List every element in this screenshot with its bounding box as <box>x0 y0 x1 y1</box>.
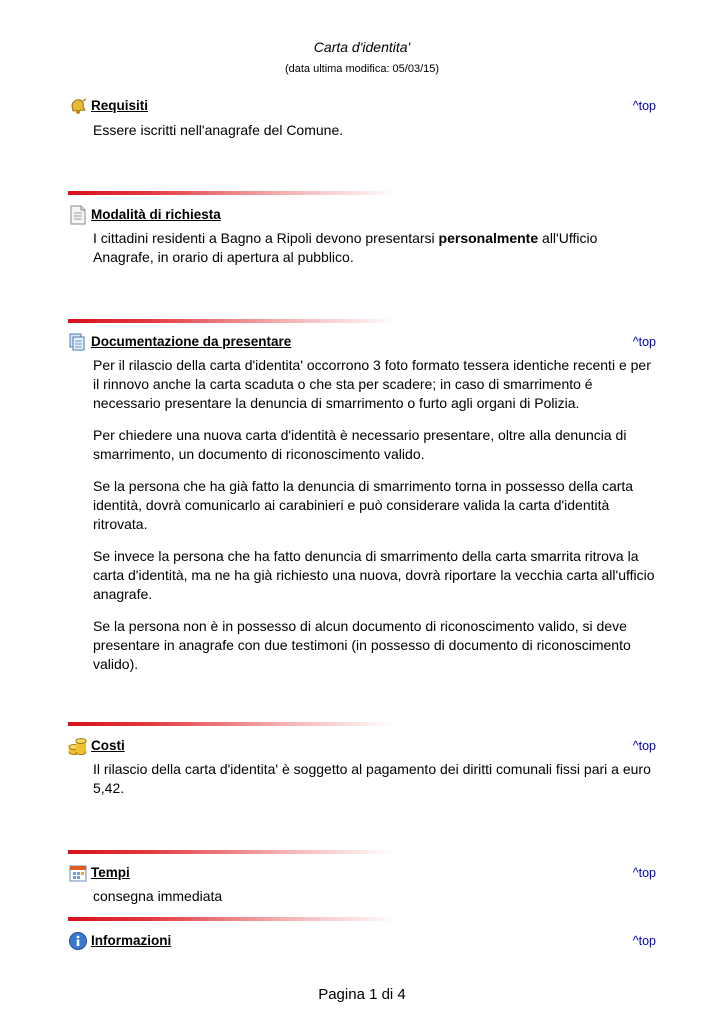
section-documentazione-header <box>68 332 658 354</box>
section-title: Modalità di richiesta <box>91 207 221 222</box>
section-modalita-body <box>93 229 658 280</box>
section-divider <box>68 850 398 854</box>
info-icon <box>68 931 88 951</box>
section-divider <box>68 319 398 323</box>
section-tempi-header <box>68 863 658 885</box>
section-title: Requisiti <box>91 98 149 113</box>
section-informazioni-header <box>68 931 658 953</box>
document-icon <box>68 205 88 225</box>
section-divider <box>68 917 398 921</box>
paragraph: consegna immediata <box>93 888 223 904</box>
calendar-icon <box>68 863 88 883</box>
section-documentazione-body <box>93 356 658 687</box>
text-span: all'Ufficio Anagrafe, in orario di apertura al pubblico. <box>93 230 598 265</box>
bell-icon <box>68 96 88 116</box>
paragraph: Se la persona non è in possesso di alcun documento di riconoscimento valido, si deve presentare in anagrafe con due testimoni (in possesso di documento di riconoscimento valido). <box>93 618 631 672</box>
section-costi-header <box>68 736 658 758</box>
last-modified-date: (data ultima modifica: 05/03/15) <box>284 63 440 75</box>
documents-icon <box>68 332 88 352</box>
coins-icon <box>68 736 88 756</box>
section-title: Documentazione da presentare <box>91 334 292 349</box>
paragraph: Per il rilascio della carta d'identita' occorrono 3 foto formato tessera identiche recenti e per il rinnovo anche la carta scaduta o che sta per scadere; in caso di smarrimento é necessario presentare la denuncia di smarrimento o furto agli organi di Polizia. <box>93 357 651 411</box>
top-link[interactable]: ^top <box>632 739 656 753</box>
bold-text: personalmente <box>438 230 539 246</box>
text-span: I cittadini residenti a Bagno a Ripoli devono presentarsi <box>93 230 439 246</box>
paragraph: Il rilascio della carta d'identita' è soggetto al pagamento dei diritti comunali fissi pari a euro 5,42. <box>93 761 651 796</box>
paragraph: Se la persona che ha già fatto la denuncia di smarrimento torna in possesso della carta identità, dovrà comunicarlo ai carabinieri e può considerare valida la carta d'identità ritrovata. <box>93 478 634 532</box>
top-link[interactable]: ^top <box>632 934 656 948</box>
section-title: Informazioni <box>91 933 172 948</box>
section-divider <box>68 191 398 195</box>
section-costi-body <box>93 760 658 811</box>
page-number: Pagina 1 di 4 <box>318 986 406 1003</box>
top-link[interactable]: ^top <box>632 99 656 113</box>
section-requisiti-header <box>68 96 658 118</box>
section-title: Tempi <box>91 865 130 880</box>
page-title: Carta d'identita' <box>313 39 411 55</box>
top-link[interactable]: ^top <box>632 866 656 880</box>
section-modalita-header <box>68 205 658 227</box>
section-requisiti-body <box>93 121 658 153</box>
paragraph: Per chiedere una nuova carta d'identità è necessario presentare, oltre alla denuncia di smarrimento, un documento di riconoscimento valido. <box>93 427 627 462</box>
paragraph: Se invece la persona che ha fatto denuncia di smarrimento della carta smarrita ritrova la carta d'identità, ma ne ha già richiesto una nuova, dovrà riportare la vecchia carta all'ufficio anagrafe. <box>93 548 655 602</box>
top-link[interactable]: ^top <box>632 335 656 349</box>
section-title: Costi <box>91 738 125 753</box>
paragraph: Essere iscritti nell'anagrafe del Comune. <box>93 122 344 138</box>
paragraph <box>93 229 658 267</box>
section-divider <box>68 722 398 726</box>
section-tempi-body <box>93 887 658 919</box>
